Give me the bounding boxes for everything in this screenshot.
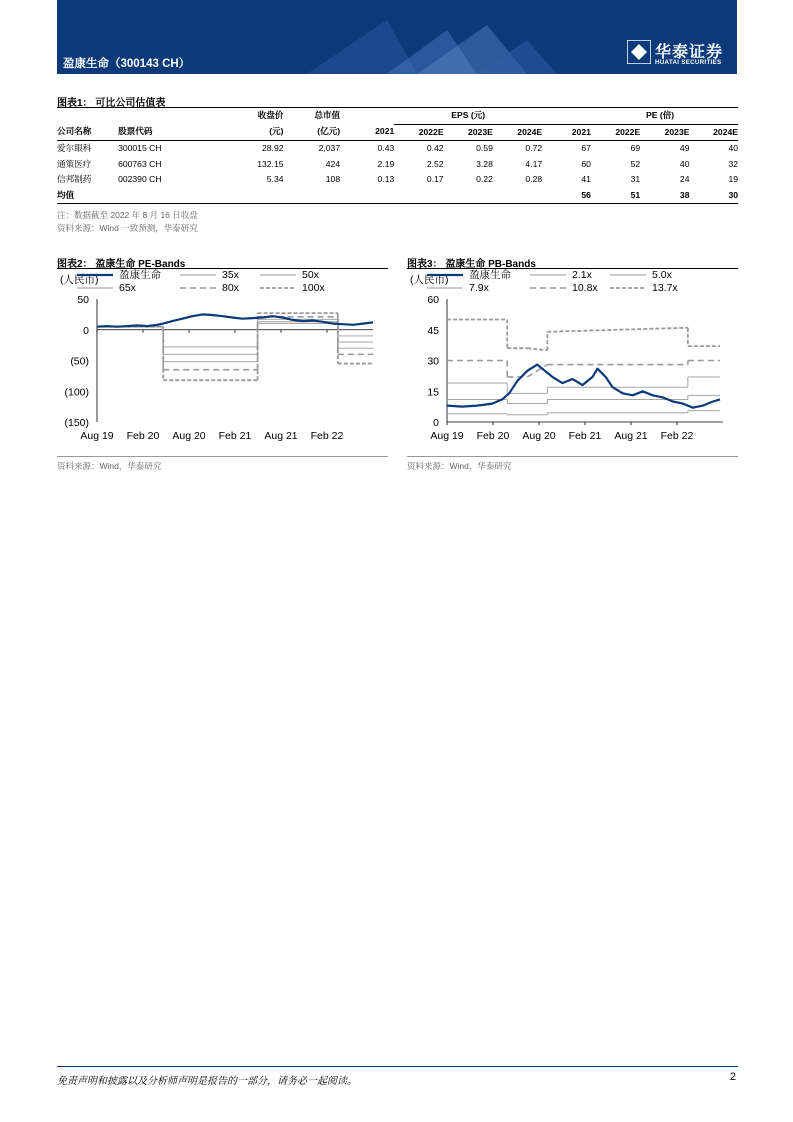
x-tick-label: Aug 20: [522, 430, 556, 442]
avg-pe-value: 30: [689, 188, 738, 204]
report-header: [57, 0, 737, 74]
x-tick-label: Feb 20: [476, 430, 510, 442]
pe-value: 69: [630, 143, 641, 153]
table-header-row-2: [57, 124, 738, 141]
company-name: 通策医疗: [57, 158, 92, 169]
eps-value: 0.13: [377, 174, 395, 184]
avg-pe-value: 56: [542, 188, 591, 204]
huatai-logo-icon: [627, 40, 651, 64]
x-tick-label: Aug 21: [264, 430, 298, 442]
y-tick-label: 15: [427, 386, 439, 399]
stock-code: 300015 CH: [118, 143, 162, 153]
y-tick-label: 30: [427, 355, 439, 368]
table-row: [57, 157, 738, 173]
pe-value: 31: [630, 174, 641, 184]
code-header: 股票代码: [118, 124, 185, 141]
table-title: 图表1： 可比公司估值表: [57, 98, 166, 109]
pe-value: 40: [728, 143, 738, 153]
legend-label-2: 5.0x: [652, 269, 672, 281]
x-tick-label: Aug 20: [172, 430, 206, 442]
price-header: 收盘价: [257, 110, 284, 121]
logo-english-text: HUATAI SECURITIES: [655, 59, 722, 66]
y-tick-label: 60: [427, 294, 439, 306]
x-tick-label: Feb 20: [126, 430, 160, 442]
legend-label-5: 13.7x: [652, 282, 678, 294]
x-tick-label: Aug 21: [614, 430, 648, 442]
market-cap: 108: [325, 174, 341, 184]
avg-pe-value: 38: [640, 188, 689, 204]
x-tick-label: Feb 22: [660, 430, 694, 442]
pe-year-2022e: 2022E: [591, 124, 640, 141]
company-header: 公司名称: [57, 124, 118, 141]
report-title: 盈康生命（300143 CH）: [63, 58, 191, 70]
disclaimer-text: 免责声明和披露以及分析师声明是报告的一部分，请务必一起阅读。: [57, 1076, 357, 1087]
valuation-table: [57, 108, 738, 204]
market-cap: 424: [325, 158, 341, 169]
x-tick-label: Feb 21: [218, 430, 252, 442]
y-unit-label: (人民币): [60, 274, 99, 286]
stock-code: 002390 CH: [118, 174, 162, 184]
eps-value: 2.52: [426, 158, 444, 169]
eps-value: 4.17: [525, 158, 543, 169]
close-price: 28.92: [262, 143, 284, 153]
x-tick-label: Feb 22: [310, 430, 344, 442]
pe-year-2024e: 2024E: [689, 124, 738, 141]
pb-chart-source: 资料来源：Wind，华泰研究: [407, 461, 512, 471]
y-tick-label: 0: [83, 324, 89, 337]
pe-value: 41: [581, 174, 591, 184]
legend-label-1: 2.1x: [572, 269, 592, 281]
pb-chart-title: 图表3： 盈康生命 PB-Bands: [407, 259, 536, 270]
eps-value: 0.59: [476, 143, 493, 153]
avg-pe-value: 51: [591, 188, 640, 204]
pe-value: 60: [581, 158, 591, 169]
close-price: 5.34: [266, 174, 284, 184]
pb-bands-chart: [407, 269, 738, 444]
y-tick-label: (50): [70, 355, 89, 368]
price-unit: (元): [185, 124, 283, 141]
pe-value: 52: [630, 158, 641, 169]
band-13.7x-segment: [547, 328, 688, 332]
legend-label-4: 80x: [222, 282, 239, 294]
mcap-unit: (亿元): [284, 124, 341, 141]
y-unit-label: (人民币): [410, 274, 449, 286]
eps-year-2022e: 2022E: [394, 124, 443, 141]
legend-label-0: 盈康生命: [469, 269, 511, 281]
eps-value: 0.22: [476, 174, 493, 184]
close-price: 132.15: [257, 158, 284, 169]
pe-year-2021: 2021: [542, 124, 591, 141]
legend-label-4: 10.8x: [572, 282, 598, 294]
market-cap: 2,037: [318, 143, 341, 153]
legend-label-3: 65x: [119, 282, 136, 294]
y-tick-label: 45: [427, 324, 439, 337]
pb-chart-bottom-rule: [407, 456, 738, 457]
eps-year-2023e: 2023E: [444, 124, 493, 141]
eps-value: 0.42: [426, 143, 444, 153]
y-tick-label: (150): [64, 417, 89, 429]
table-note: 注：数据截至 2022 年 8 月 16 日收盘: [57, 210, 198, 220]
company-name: 爱尔眼科: [57, 143, 92, 153]
pe-value: 40: [679, 158, 690, 169]
eps-year-2021: 2021: [340, 124, 394, 141]
legend-label-0: 盈康生命: [119, 269, 161, 281]
pe-chart-title: 图表2： 盈康生命 PE-Bands: [57, 259, 186, 270]
table-row: [57, 172, 738, 188]
page-number: 2: [729, 1071, 736, 1083]
x-tick-label: Aug 19: [80, 430, 114, 442]
y-tick-label: (100): [64, 386, 89, 399]
pe-chart-source: 资料来源：Wind，华泰研究: [57, 461, 162, 471]
price-series-line: [447, 365, 720, 408]
stock-code: 600763 CH: [118, 158, 162, 169]
legend-label-2: 50x: [302, 269, 319, 281]
pe-value: 67: [581, 143, 591, 153]
eps-value: 2.19: [377, 158, 395, 169]
company-name: 信邦制药: [57, 174, 92, 184]
pe-bands-chart: [57, 269, 388, 444]
x-tick-label: Feb 21: [568, 430, 602, 442]
eps-value: 0.72: [525, 143, 543, 153]
y-tick-label: 0: [433, 417, 439, 429]
x-tick-label: Aug 19: [430, 430, 464, 442]
table-source: 资料来源：Wind 一致预测，华泰研究: [57, 223, 198, 233]
eps-value: 3.28: [476, 158, 493, 169]
eps-value: 0.43: [377, 143, 395, 153]
eps-value: 0.17: [426, 174, 444, 184]
logo-chinese-text: 华泰证券: [655, 44, 724, 61]
footer-rule: [57, 1066, 738, 1067]
pe-value: 32: [728, 158, 738, 169]
table-avg-row: [57, 188, 738, 204]
table-row: [57, 141, 738, 157]
mcap-header: 总市值: [314, 110, 341, 121]
legend-label-3: 7.9x: [469, 282, 489, 294]
huatai-logo: [627, 38, 731, 70]
legend-label-1: 35x: [222, 269, 239, 281]
eps-header: EPS (元): [394, 108, 542, 124]
legend-label-5: 100x: [302, 282, 325, 294]
eps-year-2024e: 2024E: [493, 124, 542, 141]
pe-header: PE (倍): [542, 108, 738, 124]
band-13.7x-segment: [527, 348, 547, 350]
avg-label: 均值: [57, 188, 118, 204]
y-tick-label: 50: [77, 294, 89, 306]
pe-value: 49: [679, 143, 690, 153]
pe-year-2023e: 2023E: [640, 124, 689, 141]
eps-value: 0.28: [525, 174, 543, 184]
pe-value: 19: [728, 174, 738, 184]
table-header-row-1: [57, 108, 738, 124]
pe-chart-bottom-rule: [57, 456, 388, 457]
pe-value: 24: [679, 174, 690, 184]
